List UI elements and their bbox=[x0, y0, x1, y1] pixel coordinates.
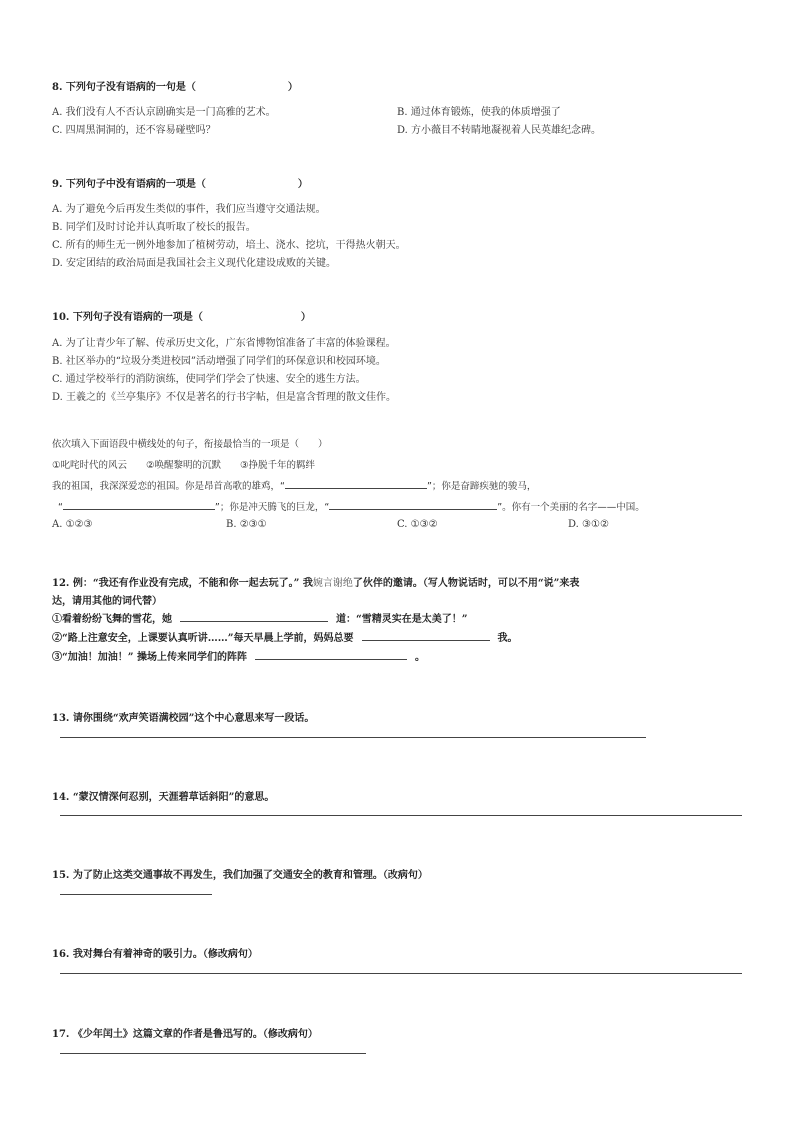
passage-text: “ bbox=[58, 502, 63, 513]
blank-item-3[interactable] bbox=[255, 649, 407, 660]
item-text: ②“路上注意安全，上课要认真听讲……”每天早晨上学前，妈妈总要 bbox=[52, 633, 354, 644]
question-16-stem: 16. 我对舞台有着神奇的吸引力。（修改病句） bbox=[52, 949, 258, 960]
question-11-passage-line2 bbox=[58, 499, 645, 513]
question-12-stem-highlight: 婉言谢绝 bbox=[312, 578, 353, 589]
question-12-stem-cont: 达，请用其他的词代替） bbox=[52, 596, 162, 607]
question-11-option-b[interactable]: B. ②③① bbox=[226, 519, 267, 530]
question-11-phrases: ①叱咤时代的风云 ②唤醒黎明的沉默 ③挣脱千年的羁绊 bbox=[52, 460, 316, 471]
blank-2[interactable] bbox=[63, 499, 215, 510]
item-text: 道：“雪精灵实在是太美了！” bbox=[336, 614, 468, 625]
question-10-stem-text: 10. 下列句子没有语病的一项是（ bbox=[52, 312, 203, 323]
passage-text: ”。你有一个美丽的名字——中国。 bbox=[497, 502, 645, 513]
question-10-option-d[interactable]: D. 王羲之的《兰亭集序》不仅是著名的行书字帖，但是富含哲理的散文佳作。 bbox=[52, 392, 397, 403]
question-8-option-b[interactable]: B. 通过体育锻炼，使我的体质增强了 bbox=[397, 107, 561, 118]
question-14-answer-line[interactable] bbox=[60, 815, 742, 816]
question-17-answer-line[interactable] bbox=[60, 1053, 366, 1054]
question-9-stem-close: ） bbox=[297, 179, 308, 190]
question-8-option-c[interactable]: C. 四周黑洞洞的，还不容易碰壁吗？ bbox=[52, 125, 216, 136]
question-12-item-2 bbox=[52, 629, 518, 644]
item-text: 。 bbox=[415, 652, 425, 663]
question-13-answer-line[interactable] bbox=[60, 737, 646, 738]
question-15-stem: 15. 为了防止这类交通事故不再发生，我们加强了交通安全的教育和管理。（改病句） bbox=[52, 870, 428, 881]
question-10-option-b[interactable]: B. 社区举办的“垃圾分类进校园”活动增强了同学们的环保意识和校园环境。 bbox=[52, 356, 386, 367]
question-8-option-d[interactable]: D. 方小薇目不转睛地凝视着人民英雄纪念碑。 bbox=[397, 125, 602, 136]
passage-text: ”；你是奋蹄疾驰的骏马， bbox=[426, 481, 537, 492]
item-text: ③“加油！加油！” 操场上传来同学们的阵阵 bbox=[52, 652, 247, 663]
question-10-stem-close: ） bbox=[300, 312, 311, 323]
question-16-answer-line[interactable] bbox=[60, 973, 742, 974]
question-9-option-b[interactable]: B. 同学们及时讨论并认真听取了校长的报告。 bbox=[52, 222, 256, 233]
question-9-option-c[interactable]: C. 所有的师生无一例外地参加了植树劳动，培土、浇水、挖坑，干得热火朝天。 bbox=[52, 240, 406, 251]
question-8-stem-text: 8. 下列句子没有语病的一句是（ bbox=[52, 82, 196, 93]
blank-item-1[interactable] bbox=[180, 611, 328, 622]
question-13-stem: 13. 请你围绕“欢声笑语满校园”这个中心意思来写一段话。 bbox=[52, 713, 315, 724]
question-17-stem: 17. 《少年闰土》这篇文章的作者是鲁迅写的。（修改病句） bbox=[52, 1029, 318, 1040]
question-9-option-a[interactable]: A. 为了避免今后再发生类似的事件，我们应当遵守交通法规。 bbox=[52, 204, 326, 215]
question-10-option-c[interactable]: C. 通过学校举行的消防演练，使同学们学会了快速、安全的逃生方法。 bbox=[52, 374, 366, 385]
passage-text: ”；你是冲天腾飞的巨龙，“ bbox=[214, 502, 330, 513]
blank-1[interactable] bbox=[285, 478, 427, 489]
question-14-stem: 14. “蒙汉情深何忍别，天涯碧草话斜阳”的意思。 bbox=[52, 792, 275, 803]
item-text: ①看着纷纷飞舞的雪花，她 bbox=[52, 614, 172, 625]
question-10-option-a[interactable]: A. 为了让青少年了解、传承历史文化，广东省博物馆准备了丰富的体验课程。 bbox=[52, 338, 396, 349]
question-8-stem bbox=[52, 78, 298, 93]
question-8-option-a[interactable]: A. 我们没有人不否认京剧确实是一门高雅的艺术。 bbox=[52, 107, 276, 118]
passage-text: 我的祖国，我深深爱恋的祖国。你是昂首高歌的雄鸡，“ bbox=[52, 481, 285, 492]
question-11-option-d[interactable]: D. ③①② bbox=[568, 519, 609, 530]
question-9-option-d[interactable]: D. 安定团结的政治局面是我国社会主义现代化建设成败的关键。 bbox=[52, 258, 337, 269]
question-12-stem-text-2: 了伙伴的邀请。（写人物说话时，可以不用“说”来表 bbox=[352, 578, 580, 589]
question-12-stem-text: 12. 例：“我还有作业没有完成，不能和你一起去玩了。” 我 bbox=[52, 578, 313, 589]
question-9-stem bbox=[52, 175, 308, 190]
question-12-item-1 bbox=[52, 610, 468, 625]
blank-item-2[interactable] bbox=[362, 630, 490, 641]
item-text: 我。 bbox=[497, 633, 518, 644]
question-11-option-a[interactable]: A. ①②③ bbox=[52, 519, 93, 530]
blank-3[interactable] bbox=[329, 499, 497, 510]
question-12-stem bbox=[52, 574, 579, 589]
question-11-stem: 依次填入下面语段中横线处的句子，衔接最恰当的一项是（ ） bbox=[52, 439, 328, 450]
question-10-stem bbox=[52, 308, 311, 323]
question-12-item-3 bbox=[52, 648, 425, 663]
question-11-passage-line1 bbox=[52, 478, 536, 492]
question-8-stem-close: ） bbox=[287, 82, 298, 93]
question-15-answer-line[interactable] bbox=[60, 894, 212, 895]
question-11-option-c[interactable]: C. ①③② bbox=[397, 519, 438, 530]
question-9-stem-text: 9. 下列句子中没有语病的一项是（ bbox=[52, 179, 206, 190]
